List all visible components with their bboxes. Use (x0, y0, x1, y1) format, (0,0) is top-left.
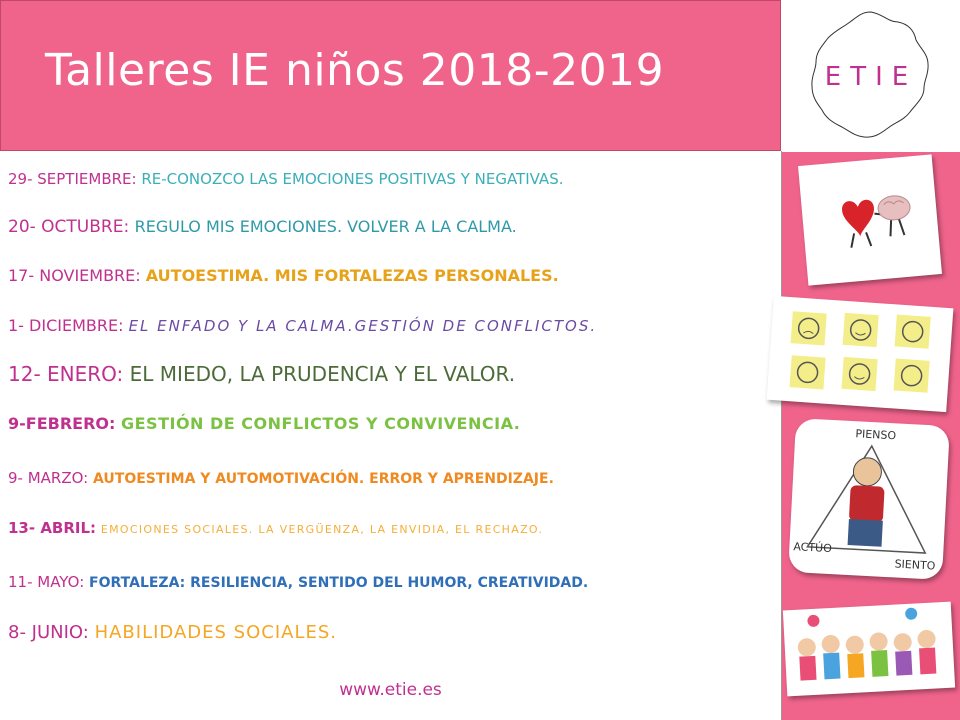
workshop-topic: AUTOESTIMA. MIS FORTALEZAS PERSONALES. (145, 266, 559, 285)
workshop-topic: EL ENFADO Y LA CALMA.GESTIÓN DE CONFLICTOS. (128, 317, 598, 335)
workshop-topic: RE-CONOZCO LAS EMOCIONES POSITIVAS Y NEGATIVAS. (141, 170, 564, 188)
children-group-image (783, 602, 955, 697)
workshop-date: 20- OCTUBRE: (8, 217, 130, 237)
list-item (8, 362, 515, 386)
children-group-icon (783, 602, 955, 697)
logo-text: ETIE (824, 62, 918, 92)
list-item (8, 622, 337, 643)
workshop-topic: AUTOESTIMA Y AUTOMOTIVACIÓN. ERROR Y APRENDIZAJE. (93, 471, 554, 487)
list-item (8, 519, 543, 537)
workshop-date: 1- DICIEMBRE: (8, 316, 124, 335)
workshop-topic: REGULO MIS EMOCIONES. VOLVER A LA CALMA. (134, 217, 517, 236)
heart-brain-icon (798, 154, 942, 285)
workshop-topic: HABILIDADES SOCIALES. (94, 622, 337, 643)
workshop-date: 9-FEBRERO: (8, 414, 116, 433)
workshop-date: 17- NOVIEMBRE: (8, 266, 141, 285)
workshop-date: 8- JUNIO: (8, 622, 89, 643)
think-act-feel-image (788, 418, 950, 580)
page-title: Talleres IE niños 2018-2019 (45, 45, 665, 96)
heart-brain-image (798, 154, 942, 285)
triangle-top-label: PIENSO (855, 427, 897, 443)
divider (781, 151, 782, 720)
workshop-date: 12- ENERO: (8, 362, 124, 386)
workshop-topic: FORTALEZA: RESILIENCIA, SENTIDO DEL HUMOR, CREATIVIDAD. (89, 575, 589, 591)
workshop-topic: EL MIEDO, LA PRUDENCIA Y EL VALOR. (129, 362, 516, 386)
triangle-right-label: SIENTO (894, 557, 936, 573)
workshop-date: 9- MARZO: (8, 469, 89, 487)
list-item (8, 266, 559, 285)
list-item (8, 316, 597, 335)
list-item (8, 217, 517, 237)
workshop-topic: GESTIÓN DE CONFLICTOS Y CONVIVENCIA. (120, 414, 521, 433)
title-banner (0, 0, 781, 151)
emotion-notes-image (767, 296, 954, 412)
list-item (8, 469, 554, 487)
list-item (8, 170, 563, 188)
triangle-diagram-icon (788, 418, 950, 580)
list-item (8, 573, 588, 591)
workshop-date: 29- SEPTIEMBRE: (8, 170, 137, 188)
workshop-date: 13- ABRIL: (8, 519, 97, 537)
website-link[interactable]: www.etie.es (339, 680, 442, 700)
triangle-left-label: ACTÚO (793, 540, 833, 556)
workshop-topic: EMOCIONES SOCIALES. LA VERGÜENZA, LA ENVIDIA, EL RECHAZO. (100, 523, 544, 536)
emoji-notes-icon (767, 296, 954, 412)
list-item (8, 414, 520, 433)
workshop-date: 11- MAYO: (8, 573, 85, 591)
